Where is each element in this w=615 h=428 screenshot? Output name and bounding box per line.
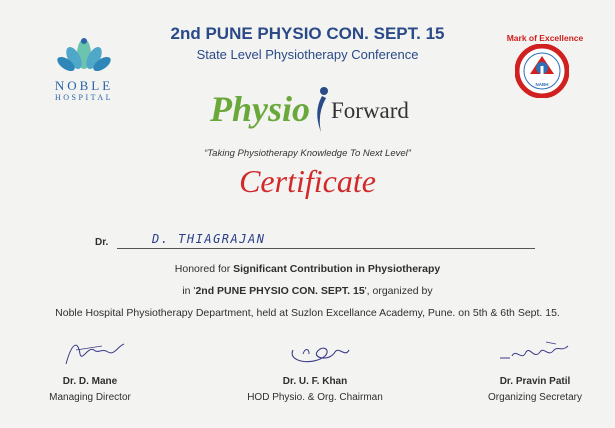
honor-prefix: Honored for xyxy=(174,263,234,275)
nabh-seal-text: NABH xyxy=(535,82,549,87)
recipient-name: D. THIAGRAJAN xyxy=(152,232,266,246)
conference-line xyxy=(0,285,615,297)
organizer-line: Noble Hospital Physiotherapy Department, held at Suzlon Excellance Academy, Pune. on 5th & 6th Sept. 15. xyxy=(55,307,560,319)
signature-mane-icon xyxy=(58,332,128,372)
recipient-prefix: Dr. xyxy=(95,237,109,248)
recipient-underline xyxy=(117,248,535,249)
conference-line-suffix: ', organized by xyxy=(364,285,433,297)
signatory-role-1: Managing Director xyxy=(49,392,131,403)
mark-of-excellence-label: Mark of Excellence xyxy=(506,33,584,43)
logo-hospital-text: HOSPITAL xyxy=(54,93,114,102)
tagline: “Taking Physiotherapy Knowledge To Next Level” xyxy=(204,148,411,159)
brand-forward-text: Forward xyxy=(331,98,409,123)
logo-noble-text: NOBLE xyxy=(54,78,114,93)
signatory-name-3: Dr. Pravin Patil xyxy=(499,376,571,387)
certificate-title: Certificate xyxy=(239,163,376,199)
brand-physio-text: Physio xyxy=(210,89,311,129)
conference-subtitle: State Level Physiotherapy Conference xyxy=(196,47,419,62)
signature-khan-icon xyxy=(283,332,353,372)
conference-title: 2nd PUNE PHYSIO CON. SEPT. 15 xyxy=(170,24,445,43)
conference-line-bold: 2nd PUNE PHYSIO CON. SEPT. 15 xyxy=(195,285,365,297)
signatory-name-1: Dr. D. Mane xyxy=(62,376,118,387)
signature-patil-icon xyxy=(496,332,576,372)
runner-figure-icon xyxy=(311,86,333,134)
signatory-name-2: Dr. U. F. Khan xyxy=(282,376,348,387)
honor-bold: Significant Contribution in Physiotherapy xyxy=(233,263,441,275)
physio-forward-logo xyxy=(210,86,440,134)
signatory-role-2: HOD Physio. & Org. Chairman xyxy=(247,392,383,403)
conference-line-prefix: in ' xyxy=(182,285,196,297)
signatory-role-3: Organizing Secretary xyxy=(488,392,582,403)
honor-line xyxy=(0,263,615,275)
